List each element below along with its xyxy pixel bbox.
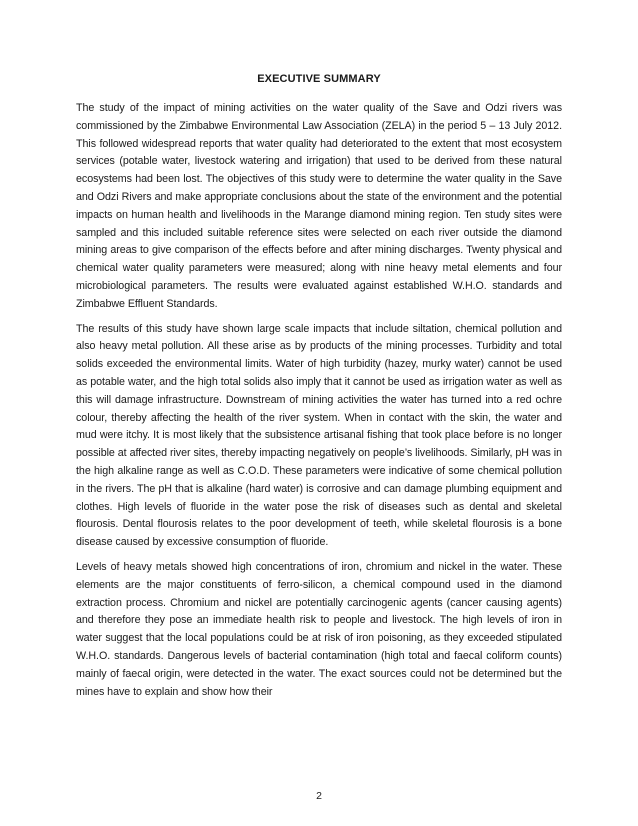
section-title: EXECUTIVE SUMMARY: [257, 73, 381, 85]
paragraph-results: The results of this study have shown large scale impacts that include siltation, chemical pollution and also heavy metal pollution. All these arise as by products of the mining processes. Turbidity and total solids exceeded the environmental limits. Water of high turbidity (hazey, murky water) cannot be used as potable water, and the high total solids also imply that it cannot be used as irrigation water as well as this will damage infrastructure. Downstream of mining activities the water has turned into a red ochre colour, thereby affecting the health of the river system. When in contact with the skin, the water and mud were itchy. It is most likely that the subsistence artisanal fishing that took place before is no longer possible at affected river sites, thereby impacting negatively on people’s livelihoods. Similarly, pH was in the high alkaline range as well as C.O.D. These parameters were indicative of some chemical pollution in the rivers. The pH that is alkaline (hard water) is corrosive and can damage plumbing equipment and clothes. High levels of fluoride in the water pose the risk of diseases such as dental and skeletal flourosis. Dental flourosis relates to the poor development of teeth, while skeletal flourosis is a bone disease caused by excessive consumption of fluoride.: [76, 322, 562, 549]
page-number: 2: [316, 790, 322, 802]
paragraph-heavy-metals: Levels of heavy metals showed high concentrations of iron, chromium and nickel in the water. These elements are the major constituents of ferro-silicon, a chemical compound used in the diamond extraction process. Chromium and nickel are potentially carcinogenic agents (cancer causing agents) and therefore they pose an immediate health risk to people and livestock. The high levels of iron in water suggest that the local populations could be at risk of iron poisoning, as they exceeded stipulated W.H.O. standards. Dangerous levels of bacterial contamination (high total and faecal coliform counts) mainly of faecal origin, were detected in the water. The exact sources could not be determined but the mines have to explain and show how their: [76, 560, 562, 698]
paragraph-study-overview: The study of the impact of mining activities on the water quality of the Save and Odzi rivers was commissioned by the Zimbabwe Environmental Law Association (ZELA) in the period 5 – 13 July 2012. This followed widespread reports that water quality had deteriorated to the extent that most ecosystem services (potable water, livestock watering and irrigation) that used to be derived from these natural ecosystems had been lost. The objectives of this study were to determine the water quality in the Save and Odzi Rivers and make appropriate conclusions about the state of the environment and the potential impacts on human health and livelihoods in the Marange diamond mining region. Ten study sites were sampled and this included suitable reference sites were selected on each river outside the diamond mining areas to give comparison of the effects before and after mining discharges. Twenty physical and chemical water quality parameters were measured; along with nine heavy metal elements and four microbiological parameters. The results were evaluated against established W.H.O. standards and Zimbabwe Effluent Standards.: [76, 102, 562, 310]
